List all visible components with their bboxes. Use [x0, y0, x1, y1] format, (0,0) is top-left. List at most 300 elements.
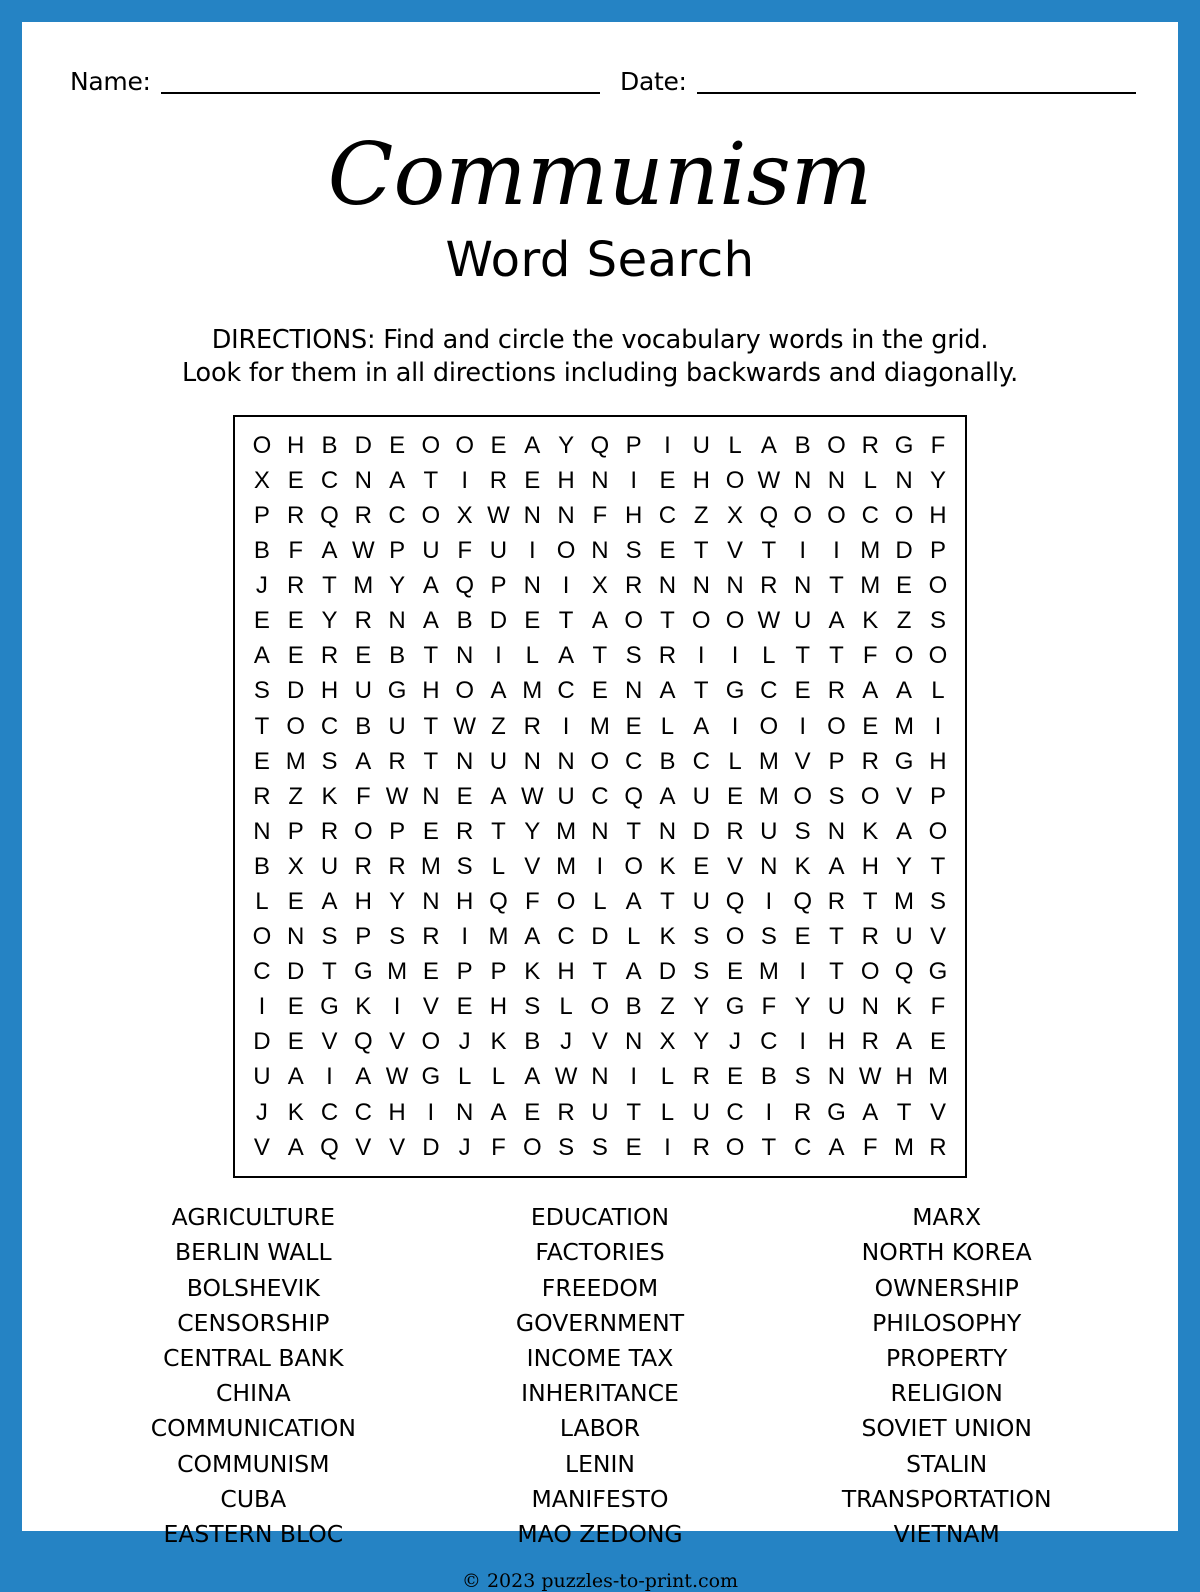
grid-cell[interactable]: I: [528, 537, 536, 565]
grid-cell[interactable]: R: [354, 607, 372, 635]
grid-cell[interactable]: R: [557, 1098, 575, 1126]
grid-cell[interactable]: L: [660, 1098, 675, 1126]
grid-cell[interactable]: M: [860, 572, 881, 600]
grid-cell[interactable]: I: [258, 993, 266, 1021]
grid-cell[interactable]: N: [658, 817, 677, 845]
grid-cell[interactable]: D: [489, 607, 508, 635]
grid-cell[interactable]: L: [626, 923, 641, 951]
grid-cell[interactable]: W: [757, 466, 781, 494]
grid-cell[interactable]: P: [253, 501, 270, 529]
grid-cell[interactable]: C: [354, 1098, 372, 1126]
grid-cell[interactable]: R: [320, 642, 339, 670]
grid-cell[interactable]: A: [693, 712, 710, 740]
grid-cell[interactable]: R: [726, 817, 744, 845]
grid-cell[interactable]: V: [389, 1133, 406, 1161]
grid-cell[interactable]: O: [793, 501, 812, 529]
grid-cell[interactable]: Y: [693, 993, 710, 1021]
grid-cell[interactable]: P: [389, 817, 406, 845]
grid-cell[interactable]: X: [727, 501, 744, 529]
grid-cell[interactable]: J: [255, 572, 268, 600]
grid-cell[interactable]: I: [495, 642, 502, 670]
grid-cell[interactable]: M: [894, 888, 915, 916]
grid-cell[interactable]: C: [320, 712, 339, 740]
grid-cell[interactable]: I: [461, 923, 469, 951]
grid-cell[interactable]: Y: [389, 572, 406, 600]
grid-cell[interactable]: I: [393, 993, 401, 1021]
grid-cell[interactable]: C: [658, 501, 677, 529]
grid-cell[interactable]: O: [252, 431, 272, 459]
grid-cell[interactable]: W: [385, 1063, 409, 1091]
word-list-item[interactable]: BOLSHEVIK: [186, 1273, 320, 1302]
grid-cell[interactable]: L: [660, 712, 675, 740]
grid-cell[interactable]: S: [524, 993, 541, 1021]
grid-cell[interactable]: E: [389, 431, 406, 459]
grid-cell[interactable]: H: [929, 501, 947, 529]
grid-cell[interactable]: W: [858, 1063, 882, 1091]
word-list-item[interactable]: OWNERSHIP: [874, 1273, 1019, 1302]
grid-cell[interactable]: A: [760, 431, 777, 459]
grid-cell[interactable]: K: [524, 958, 541, 986]
grid-cell[interactable]: F: [457, 537, 473, 565]
grid-cell[interactable]: O: [928, 817, 948, 845]
grid-cell[interactable]: V: [355, 1133, 372, 1161]
grid-cell[interactable]: D: [422, 1133, 440, 1161]
grid-cell[interactable]: O: [928, 572, 948, 600]
grid-cell[interactable]: E: [659, 537, 676, 565]
grid-cell[interactable]: Y: [896, 852, 913, 880]
grid-cell[interactable]: S: [321, 747, 338, 775]
grid-cell[interactable]: V: [591, 1028, 608, 1056]
grid-cell[interactable]: R: [827, 677, 846, 705]
grid-cell[interactable]: I: [731, 712, 739, 740]
grid-cell[interactable]: R: [861, 923, 879, 951]
grid-cell[interactable]: V: [422, 993, 439, 1021]
grid-cell[interactable]: L: [491, 852, 506, 880]
grid-cell[interactable]: W: [520, 782, 544, 810]
grid-cell[interactable]: T: [322, 958, 337, 986]
grid-cell[interactable]: K: [321, 782, 338, 810]
grid-cell[interactable]: A: [287, 1133, 304, 1161]
grid-cell[interactable]: R: [489, 466, 508, 494]
grid-cell[interactable]: N: [658, 572, 677, 600]
grid-cell[interactable]: W: [385, 782, 409, 810]
word-list-item[interactable]: FACTORIES: [535, 1238, 665, 1267]
grid-cell[interactable]: N: [624, 677, 643, 705]
word-list-item[interactable]: PHILOSOPHY: [872, 1308, 1022, 1337]
grid-cell[interactable]: F: [761, 993, 777, 1021]
grid-cell[interactable]: M: [860, 537, 881, 565]
grid-cell[interactable]: A: [625, 888, 642, 916]
grid-cell[interactable]: R: [523, 712, 541, 740]
grid-cell[interactable]: I: [799, 537, 806, 565]
grid-cell[interactable]: N: [726, 572, 744, 600]
grid-cell[interactable]: O: [894, 501, 914, 529]
grid-cell[interactable]: A: [422, 607, 439, 635]
grid-cell[interactable]: X: [659, 1028, 676, 1056]
grid-cell[interactable]: Y: [929, 466, 946, 494]
grid-cell[interactable]: E: [625, 712, 642, 740]
grid-cell[interactable]: T: [896, 1098, 912, 1126]
grid-cell[interactable]: T: [423, 466, 439, 494]
grid-cell[interactable]: J: [729, 1028, 742, 1056]
grid-cell[interactable]: K: [862, 817, 879, 845]
grid-cell[interactable]: T: [795, 642, 810, 670]
grid-cell[interactable]: A: [524, 923, 541, 951]
grid-cell[interactable]: M: [556, 852, 577, 880]
grid-cell[interactable]: I: [731, 642, 739, 670]
grid-cell[interactable]: F: [355, 782, 371, 810]
word-list-item[interactable]: CUBA: [220, 1484, 287, 1513]
grid-cell[interactable]: R: [354, 852, 372, 880]
grid-cell[interactable]: E: [659, 466, 676, 494]
grid-cell[interactable]: T: [592, 958, 608, 986]
grid-cell[interactable]: T: [829, 958, 844, 986]
grid-cell[interactable]: A: [490, 1098, 507, 1126]
grid-cell[interactable]: R: [287, 501, 305, 529]
grid-cell[interactable]: T: [423, 747, 439, 775]
grid-cell[interactable]: H: [692, 466, 710, 494]
grid-cell[interactable]: E: [896, 572, 913, 600]
grid-cell[interactable]: S: [828, 782, 845, 810]
grid-cell[interactable]: N: [388, 607, 406, 635]
grid-cell[interactable]: H: [388, 1098, 406, 1126]
grid-cell[interactable]: N: [591, 817, 609, 845]
grid-cell[interactable]: M: [758, 958, 779, 986]
grid-cell[interactable]: P: [287, 817, 304, 845]
grid-cell[interactable]: N: [861, 993, 879, 1021]
word-list-item[interactable]: SOVIET UNION: [861, 1414, 1032, 1443]
grid-cell[interactable]: A: [659, 677, 676, 705]
grid-cell[interactable]: F: [524, 888, 540, 916]
grid-cell[interactable]: W: [453, 712, 476, 740]
grid-cell[interactable]: Q: [624, 782, 643, 810]
grid-cell[interactable]: E: [794, 923, 811, 951]
grid-cell[interactable]: A: [828, 607, 845, 635]
grid-cell[interactable]: G: [320, 993, 339, 1021]
grid-cell[interactable]: M: [894, 1133, 915, 1161]
grid-cell[interactable]: V: [896, 782, 913, 810]
grid-cell[interactable]: N: [523, 501, 541, 529]
grid-cell[interactable]: A: [355, 747, 372, 775]
grid-cell[interactable]: E: [287, 993, 304, 1021]
grid-cell[interactable]: O: [725, 923, 745, 951]
grid-cell[interactable]: N: [827, 817, 846, 845]
grid-cell[interactable]: M: [488, 923, 509, 951]
grid-cell[interactable]: R: [253, 782, 271, 810]
grid-cell[interactable]: T: [491, 817, 506, 845]
grid-cell[interactable]: B: [389, 642, 406, 670]
grid-cell[interactable]: E: [591, 677, 608, 705]
grid-cell[interactable]: A: [625, 958, 642, 986]
grid-cell[interactable]: U: [489, 747, 508, 775]
grid-cell[interactable]: T: [322, 572, 337, 600]
grid-cell[interactable]: X: [456, 501, 473, 529]
grid-cell[interactable]: S: [558, 1133, 575, 1161]
grid-cell[interactable]: W: [487, 501, 510, 529]
grid-cell[interactable]: S: [625, 537, 642, 565]
word-list-item[interactable]: PROPERTY: [886, 1344, 1008, 1373]
grid-cell[interactable]: I: [562, 572, 570, 600]
grid-cell[interactable]: V: [727, 852, 744, 880]
grid-cell[interactable]: U: [557, 782, 575, 810]
word-list-item[interactable]: STALIN: [906, 1449, 988, 1478]
grid-cell[interactable]: T: [423, 712, 439, 740]
grid-cell[interactable]: E: [794, 677, 811, 705]
grid-cell[interactable]: T: [930, 852, 946, 880]
grid-cell[interactable]: E: [727, 1063, 744, 1091]
grid-cell[interactable]: E: [456, 993, 473, 1021]
grid-cell[interactable]: A: [862, 677, 879, 705]
grid-cell[interactable]: E: [625, 1133, 642, 1161]
grid-cell[interactable]: F: [491, 1133, 506, 1161]
grid-cell[interactable]: S: [693, 958, 710, 986]
grid-cell[interactable]: O: [624, 852, 643, 880]
grid-cell[interactable]: H: [354, 888, 372, 916]
grid-cell[interactable]: K: [659, 852, 676, 880]
name-input-line[interactable]: [161, 91, 600, 94]
grid-cell[interactable]: E: [422, 958, 439, 986]
grid-cell[interactable]: Q: [793, 888, 812, 916]
grid-cell[interactable]: C: [591, 782, 609, 810]
grid-cell[interactable]: T: [626, 1098, 641, 1126]
grid-cell[interactable]: O: [522, 1133, 542, 1161]
grid-cell[interactable]: G: [894, 747, 914, 775]
grid-cell[interactable]: A: [422, 572, 439, 600]
grid-cell[interactable]: K: [862, 607, 879, 635]
grid-cell[interactable]: F: [862, 642, 878, 670]
grid-cell[interactable]: O: [421, 501, 441, 529]
word-search-grid[interactable]: [245, 428, 955, 1165]
grid-cell[interactable]: O: [421, 431, 441, 459]
grid-cell[interactable]: Q: [894, 958, 914, 986]
grid-cell[interactable]: J: [458, 1028, 471, 1056]
word-list-item[interactable]: NORTH KOREA: [861, 1238, 1032, 1267]
grid-cell[interactable]: G: [725, 677, 745, 705]
word-list-item[interactable]: LENIN: [564, 1449, 636, 1478]
grid-cell[interactable]: S: [929, 607, 946, 635]
grid-cell[interactable]: V: [253, 1133, 270, 1161]
grid-cell[interactable]: Q: [725, 888, 745, 916]
grid-cell[interactable]: B: [760, 1063, 777, 1091]
grid-cell[interactable]: E: [287, 888, 304, 916]
grid-cell[interactable]: A: [321, 888, 338, 916]
grid-cell[interactable]: P: [389, 537, 406, 565]
grid-cell[interactable]: U: [827, 993, 846, 1021]
grid-cell[interactable]: U: [793, 607, 812, 635]
grid-cell[interactable]: N: [523, 747, 541, 775]
grid-cell[interactable]: A: [524, 1063, 541, 1091]
grid-cell[interactable]: A: [659, 782, 676, 810]
grid-cell[interactable]: O: [827, 712, 846, 740]
grid-cell[interactable]: E: [253, 747, 270, 775]
grid-cell[interactable]: Y: [794, 993, 811, 1021]
grid-cell[interactable]: M: [353, 572, 374, 600]
grid-cell[interactable]: N: [456, 747, 474, 775]
grid-cell[interactable]: C: [557, 677, 575, 705]
grid-cell[interactable]: H: [489, 993, 508, 1021]
grid-cell[interactable]: O: [286, 712, 306, 740]
grid-cell[interactable]: C: [793, 1133, 812, 1161]
grid-cell[interactable]: P: [490, 958, 507, 986]
grid-cell[interactable]: O: [590, 747, 610, 775]
word-list-item[interactable]: INCOME TAX: [526, 1344, 674, 1373]
grid-cell[interactable]: Y: [321, 607, 338, 635]
grid-cell[interactable]: N: [895, 466, 913, 494]
grid-cell[interactable]: B: [253, 537, 270, 565]
grid-cell[interactable]: D: [287, 958, 305, 986]
word-list-item[interactable]: AGRICULTURE: [171, 1203, 335, 1232]
grid-cell[interactable]: R: [422, 923, 440, 951]
grid-cell[interactable]: R: [624, 572, 643, 600]
grid-cell[interactable]: O: [725, 466, 745, 494]
grid-cell[interactable]: O: [725, 1133, 745, 1161]
grid-cell[interactable]: E: [490, 431, 507, 459]
grid-cell[interactable]: I: [765, 1098, 773, 1126]
grid-cell[interactable]: N: [287, 923, 305, 951]
grid-cell[interactable]: L: [728, 747, 742, 775]
grid-cell[interactable]: D: [692, 817, 710, 845]
grid-cell[interactable]: G: [387, 677, 407, 705]
grid-cell[interactable]: A: [828, 852, 845, 880]
grid-cell[interactable]: T: [829, 923, 844, 951]
grid-cell[interactable]: T: [423, 642, 439, 670]
grid-cell[interactable]: N: [591, 537, 609, 565]
grid-cell[interactable]: E: [727, 958, 744, 986]
grid-cell[interactable]: E: [253, 607, 270, 635]
grid-cell[interactable]: U: [692, 431, 710, 459]
grid-cell[interactable]: B: [456, 607, 473, 635]
grid-cell[interactable]: R: [861, 1028, 879, 1056]
word-list-item[interactable]: GOVERNMENT: [515, 1308, 685, 1337]
grid-cell[interactable]: U: [320, 852, 339, 880]
grid-cell[interactable]: A: [287, 1063, 304, 1091]
grid-cell[interactable]: L: [458, 1063, 472, 1091]
grid-cell[interactable]: L: [593, 888, 607, 916]
grid-cell[interactable]: T: [862, 888, 878, 916]
grid-cell[interactable]: T: [592, 642, 608, 670]
grid-cell[interactable]: U: [354, 677, 372, 705]
grid-cell[interactable]: K: [287, 1098, 304, 1126]
grid-cell[interactable]: C: [624, 747, 643, 775]
grid-cell[interactable]: F: [862, 1133, 878, 1161]
grid-cell[interactable]: N: [591, 466, 609, 494]
grid-cell[interactable]: B: [253, 852, 270, 880]
grid-cell[interactable]: D: [287, 677, 305, 705]
grid-cell[interactable]: M: [556, 817, 577, 845]
word-list-item[interactable]: BERLIN WALL: [175, 1238, 332, 1267]
grid-cell[interactable]: B: [794, 431, 811, 459]
grid-cell[interactable]: A: [896, 817, 913, 845]
grid-cell[interactable]: P: [490, 572, 507, 600]
grid-cell[interactable]: I: [427, 1098, 435, 1126]
grid-cell[interactable]: V: [524, 852, 541, 880]
word-list-item[interactable]: COMMUNICATION: [150, 1414, 356, 1443]
grid-cell[interactable]: U: [895, 923, 913, 951]
grid-cell[interactable]: X: [287, 852, 304, 880]
grid-cell[interactable]: S: [929, 888, 946, 916]
grid-cell[interactable]: G: [421, 1063, 441, 1091]
grid-cell[interactable]: C: [726, 1098, 744, 1126]
grid-cell[interactable]: C: [253, 958, 271, 986]
grid-cell[interactable]: G: [894, 431, 914, 459]
grid-cell[interactable]: E: [287, 466, 304, 494]
grid-cell[interactable]: L: [931, 677, 945, 705]
grid-cell[interactable]: A: [896, 1028, 913, 1056]
grid-cell[interactable]: O: [624, 607, 643, 635]
grid-cell[interactable]: O: [590, 993, 610, 1021]
grid-cell[interactable]: G: [353, 958, 373, 986]
grid-cell[interactable]: I: [934, 712, 942, 740]
grid-cell[interactable]: R: [388, 852, 406, 880]
grid-cell[interactable]: M: [589, 712, 610, 740]
grid-cell[interactable]: W: [554, 1063, 578, 1091]
grid-cell[interactable]: K: [659, 923, 676, 951]
grid-cell[interactable]: I: [596, 852, 604, 880]
grid-cell[interactable]: L: [660, 1063, 675, 1091]
grid-cell[interactable]: R: [929, 1133, 947, 1161]
grid-cell[interactable]: N: [557, 501, 575, 529]
grid-cell[interactable]: R: [861, 747, 879, 775]
grid-cell[interactable]: E: [287, 1028, 304, 1056]
grid-cell[interactable]: R: [861, 431, 879, 459]
grid-cell[interactable]: A: [524, 431, 541, 459]
grid-cell[interactable]: C: [388, 501, 406, 529]
grid-cell[interactable]: R: [827, 888, 846, 916]
grid-cell[interactable]: M: [285, 747, 306, 775]
word-list-item[interactable]: LABOR: [559, 1414, 641, 1443]
grid-cell[interactable]: I: [833, 537, 840, 565]
grid-cell[interactable]: T: [660, 607, 675, 635]
grid-cell[interactable]: A: [896, 677, 913, 705]
grid-cell[interactable]: W: [757, 607, 781, 635]
grid-cell[interactable]: E: [355, 642, 372, 670]
grid-cell[interactable]: M: [758, 782, 779, 810]
grid-cell[interactable]: O: [759, 712, 779, 740]
grid-cell[interactable]: I: [765, 888, 773, 916]
grid-cell[interactable]: W: [351, 537, 375, 565]
grid-cell[interactable]: B: [625, 993, 642, 1021]
grid-cell[interactable]: S: [794, 1063, 811, 1091]
grid-cell[interactable]: M: [927, 1063, 948, 1091]
grid-cell[interactable]: S: [389, 923, 406, 951]
grid-cell[interactable]: B: [355, 712, 372, 740]
grid-cell[interactable]: R: [354, 501, 372, 529]
grid-cell[interactable]: O: [860, 782, 880, 810]
grid-cell[interactable]: V: [929, 923, 946, 951]
grid-cell[interactable]: R: [658, 642, 677, 670]
grid-cell[interactable]: S: [693, 923, 710, 951]
grid-cell[interactable]: O: [455, 677, 475, 705]
grid-cell[interactable]: Q: [489, 888, 508, 916]
grid-cell[interactable]: T: [693, 677, 709, 705]
grid-cell[interactable]: O: [556, 537, 576, 565]
word-list-item[interactable]: EASTERN BLOC: [163, 1520, 344, 1549]
grid-cell[interactable]: M: [894, 712, 915, 740]
grid-cell[interactable]: E: [524, 607, 541, 635]
word-list-item[interactable]: CENTRAL BANK: [163, 1344, 344, 1373]
grid-cell[interactable]: X: [591, 572, 608, 600]
grid-cell[interactable]: A: [490, 677, 507, 705]
grid-cell[interactable]: A: [355, 1063, 372, 1091]
grid-cell[interactable]: U: [388, 712, 406, 740]
grid-cell[interactable]: T: [693, 537, 709, 565]
grid-cell[interactable]: P: [456, 958, 473, 986]
grid-cell[interactable]: J: [255, 1098, 268, 1126]
grid-cell[interactable]: Y: [693, 1028, 710, 1056]
grid-cell[interactable]: A: [490, 782, 507, 810]
word-list-item[interactable]: FREEDOM: [541, 1273, 659, 1302]
grid-cell[interactable]: V: [929, 1098, 946, 1126]
